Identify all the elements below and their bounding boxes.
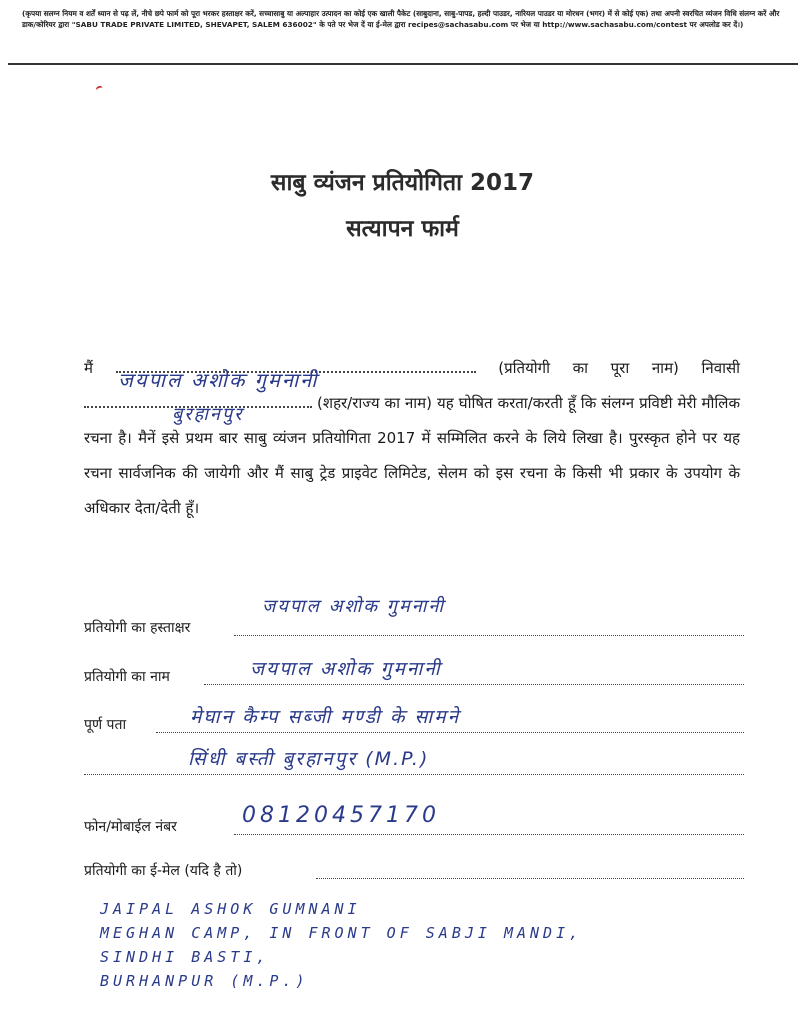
email-line xyxy=(316,878,744,879)
instructions-note: (कृपया सलग्न नियम व शर्तें ध्यान से पढ़ लें, नीचे छपे फार्म को पूरा भरकर हस्ताक्षर करें, सच्चासाबु या अल्पाहार उत्पादन का कोई एक खाली पैकेट (साबुदाना, साबु-पापड, हल्दी पाउडर, नारियल पाउडर या मोरधन (भगर) में से कोई एक) तथा अपनी स्वरचित व्यंजन विधि संलग्न करें और डाक/कोरियर द्वारा "SABU TRADE PRIVATE LIMITED, SHEVAPET, SALEM 636002" के पते पर भेज दें या ई-मेल द्वारा recipes@sachasabu.com पर भेज या http://www.sachasabu.com/contest पर अपलोड कर दें।) xyxy=(22,9,780,29)
handwritten-line-1: JAIPAL ASHOK GUMNANI xyxy=(100,900,361,918)
handwritten-line-3: SINDHI BASTI, xyxy=(100,948,270,966)
handwritten-name: जयपाल अशोक गुमनानी xyxy=(118,368,319,392)
phone-value: 08120457170 xyxy=(242,803,440,828)
handwritten-city: बुरहानपुर xyxy=(172,404,244,425)
contest-title: साबु व्यंजन प्रतियोगिता 2017 xyxy=(270,170,535,196)
address-label: पूर्ण पता xyxy=(84,717,127,733)
signature-field[interactable] xyxy=(84,616,744,640)
signature: जयपाल अशोक गुमनानी xyxy=(262,596,446,617)
email-field[interactable] xyxy=(84,859,744,883)
declaration-pronoun: मैं xyxy=(84,359,93,377)
handwritten-line-4: BURHANPUR (M.P.) xyxy=(100,972,309,990)
address-line-2 xyxy=(84,774,744,775)
signature-label: प्रतियोगी का हस्ताक्षर xyxy=(84,620,191,636)
handwritten-address-block xyxy=(100,897,720,993)
declaration-city-suffix: (शहर/राज्य का नाम) यह घोषित करता/करती हूँ कि संलग्न xyxy=(317,394,635,412)
email-label: प्रतियोगी का ई-मेल (यदि है तो) xyxy=(84,863,243,879)
handwritten-line-2: MEGHAN CAMP, IN FRONT OF SABJI MANDI, xyxy=(100,924,583,942)
address-value-1: मेघान कैम्प सब्जी मण्डी के सामने xyxy=(190,706,461,728)
phone-line xyxy=(234,834,744,835)
red-pen-mark xyxy=(95,85,104,93)
name-value: जयपाल अशोक गुमनानी xyxy=(250,658,442,680)
address-value-2: सिंधी बस्ती बुरहानपुर (M.P.) xyxy=(188,748,430,770)
name-label: प्रतियोगी का नाम xyxy=(84,669,170,685)
address-line-1 xyxy=(156,732,744,733)
declaration-body: प्रविष्टी मेरी मौलिक रचना है। मैनें इसे प्रथम बार साबु व्यंजन प्रतियोगिता 2017 में सम्मिलित करने के लिये लिखा है। पुरस्कृत होने पर यह रचना सार्वजनिक की जायेगी और मैं साबु ट्रेड प्राइवेट लिमिटेड, सेलम को इस रचना के किसी भी प्रकार के उपयोग के अधिकार देता/देती हूँ। xyxy=(84,394,740,517)
name-line xyxy=(204,684,744,685)
form-title: सत्यापन फार्म xyxy=(346,216,459,242)
declaration-name-suffix: (प्रतियोगी का पूरा नाम) निवासी xyxy=(498,359,740,377)
signature-line xyxy=(234,635,744,636)
header-divider xyxy=(8,63,798,65)
phone-label: फोन/मोबाईल नंबर xyxy=(84,819,177,835)
